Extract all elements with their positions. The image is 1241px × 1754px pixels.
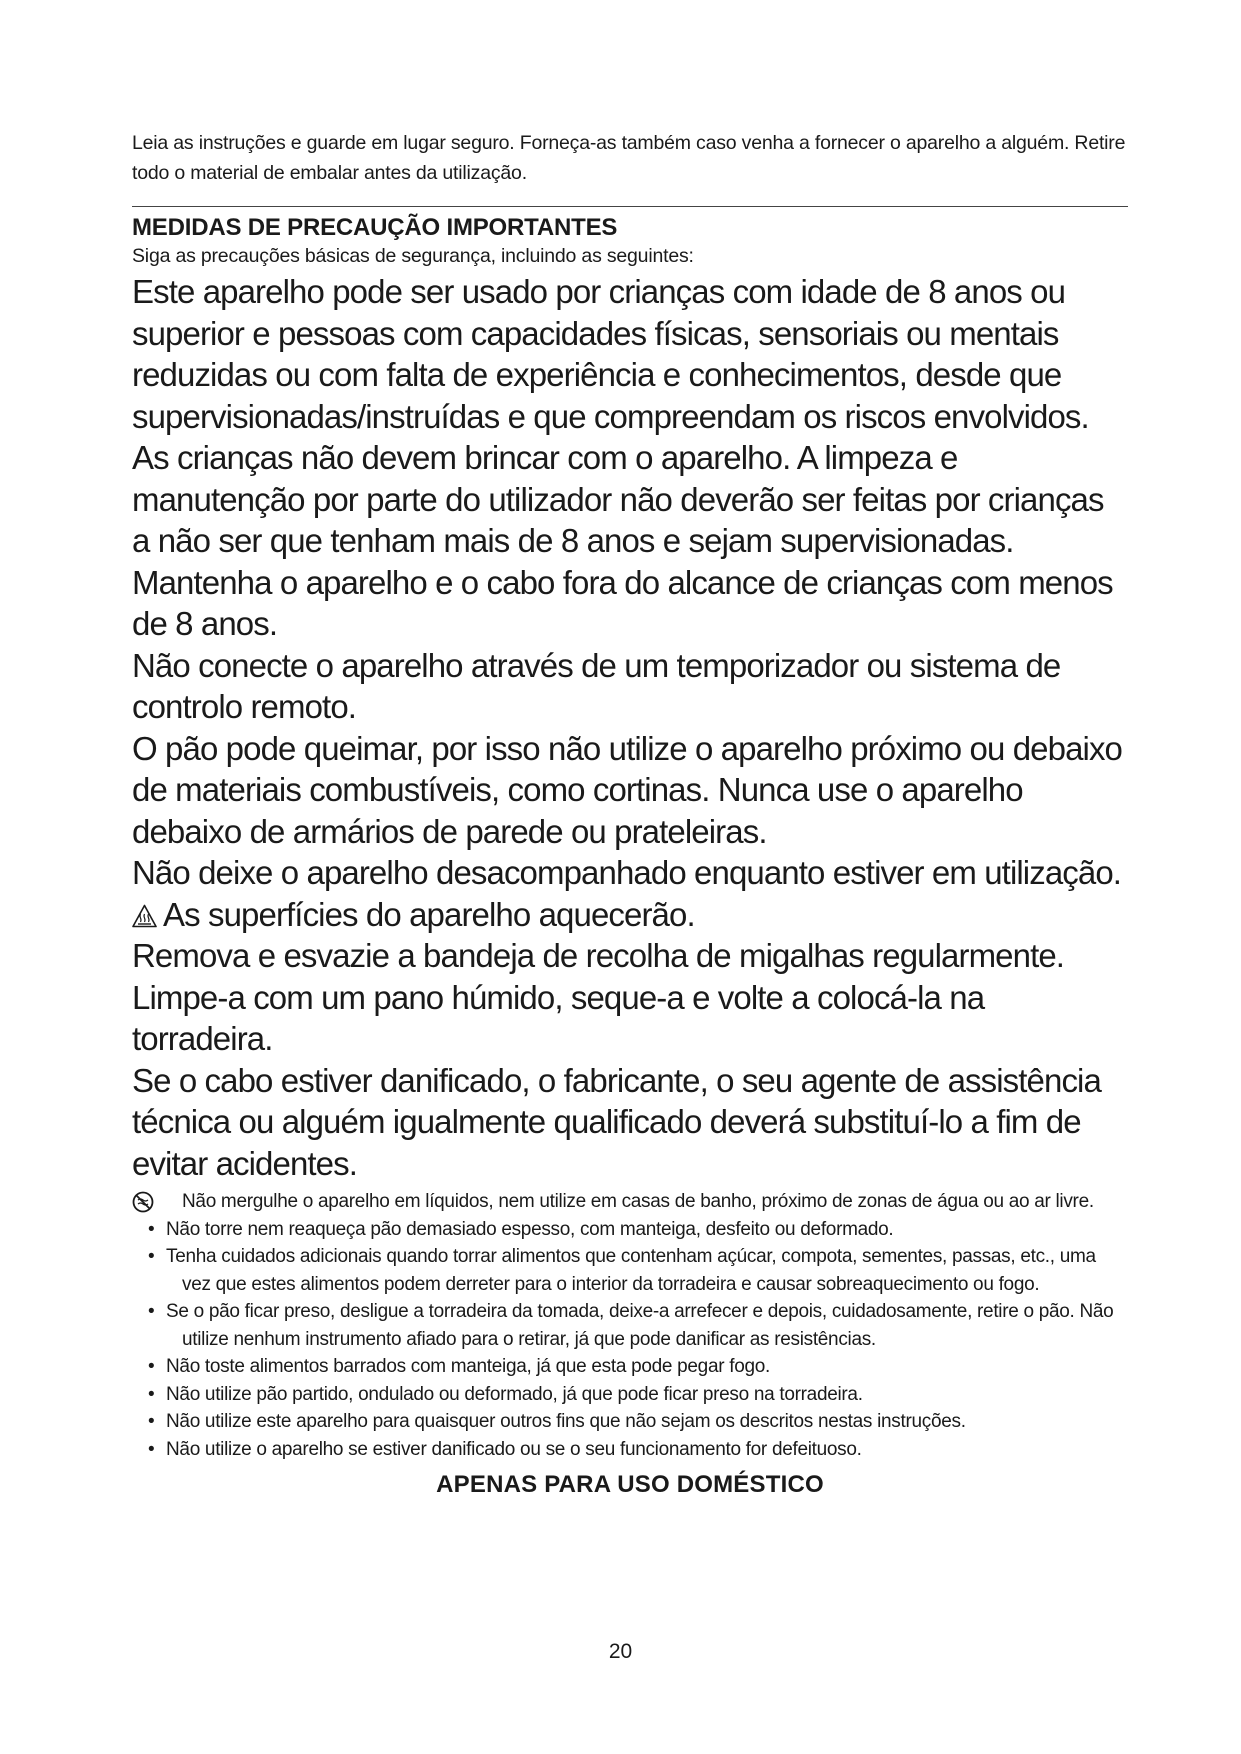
list-item: • Se o pão ficar preso, desligue a torradeira da tomada, deixe-a arrefecer e depois, cuidadosamente, retire o pão. Não utilize nenhum instrumento afiado para o retirar, já que pode danificar as resistências.: [132, 1298, 1128, 1353]
list-item: • Não utilize o aparelho se estiver danificado ou se o seu funcionamento for defeituoso.: [132, 1436, 1128, 1464]
no-immerse-line: [132, 1188, 1128, 1216]
warning-paragraph-timer: Não conecte o aparelho através de um temporizador ou sistema de controlo remoto.: [132, 646, 1061, 725]
list-item: • Não torre nem reaqueça pão demasiado espesso, com manteiga, desfeito ou deformado.: [132, 1216, 1128, 1244]
list-item: • Não utilize este aparelho para quaisquer outros fins que não sejam os descritos nestas instruções.: [132, 1408, 1128, 1436]
bullet-dot: •: [148, 1356, 155, 1377]
no-immerse-icon: [132, 1191, 154, 1213]
list-item: • Não utilize pão partido, ondulado ou deformado, já que pode ficar preso na torradeira.: [132, 1381, 1128, 1409]
intro-paragraph: Leia as instruções e guarde em lugar seguro. Forneça-as também caso venha a fornecer o aparelho a alguém. Retire todo o material de embalar antes da utilização.: [132, 132, 1126, 184]
warning-paragraph-combustible: O pão pode queimar, por isso não utilize o aparelho próximo ou debaixo de materiais combustíveis, como cortinas. Nunca use o aparelho debaixo de armários de parede ou prateleiras.: [132, 729, 1123, 850]
section-title: MEDIDAS DE PRECAUÇÃO IMPORTANTES: [132, 214, 618, 241]
bullet-dot: •: [148, 1246, 155, 1267]
hot-surface-warning-icon: [132, 904, 157, 928]
warning-paragraph-children: Este aparelho pode ser usado por crianças com idade de 8 anos ou superior e pessoas com capacidades físicas, sensoriais ou mentais reduzidas ou com falta de experiência e conhecimentos, desde que supervisionadas/instruídas e que compreendam os riscos envolvidos. As crianças não devem brincar com o aparelho. A limpeza e manutenção por parte do utilizador não deverão ser feitas por crianças a não ser que tenham mais de 8 anos e sejam supervisionadas. Mantenha o aparelho e o cabo fora do alcance de crianças com menos de 8 anos.: [132, 273, 1113, 642]
section-subtitle: Siga as precauções básicas de segurança, incluindo as seguintes:: [132, 245, 694, 267]
bullet-dot: •: [148, 1411, 155, 1432]
no-immerse-text: Não mergulhe o aparelho em líquidos, nem utilize em casas de banho, próximo de zonas de água ou ao ar livre.: [182, 1191, 1094, 1212]
bullet-dot: •: [148, 1438, 155, 1460]
hot-surface-line: [132, 894, 1128, 936]
bullet-list: [132, 1216, 1128, 1464]
list-item: • Tenha cuidados adicionais quando torrar alimentos que contenham açúcar, compota, sementes, passas, etc., uma vez que estes alimentos podem derreter para o interior da torradeira e causar sobreaquecimento ou fogo.: [132, 1243, 1128, 1298]
warning-paragraph-cord: Se o cabo estiver danificado, o fabricante, o seu agente de assistência técnica ou alguém igualmente qualificado deverá substituí-lo a fim de evitar acidentes.: [132, 1061, 1101, 1182]
warning-paragraph-crumb-tray: Remova e esvazie a bandeja de recolha de migalhas regularmente. Limpe-a com um pano húmido, seque-a e volte a colocá-la na torradeira.: [132, 937, 1065, 1057]
document-page: [132, 128, 1128, 1499]
bullet-dot: •: [148, 1218, 155, 1240]
bullet-dot: •: [148, 1383, 155, 1405]
page-number: 20: [608, 1640, 633, 1663]
section-divider: [132, 206, 1128, 207]
list-item: • Não toste alimentos barrados com manteiga, já que esta pode pegar fogo.: [132, 1353, 1128, 1381]
household-use-title: APENAS PARA USO DOMÉSTICO: [436, 1471, 824, 1498]
bullet-dot: •: [148, 1301, 155, 1322]
hot-surface-text: As superfícies do aparelho aquecerão.: [163, 895, 695, 933]
warning-paragraph-unattended: Não deixe o aparelho desacompanhado enquanto estiver em utilização.: [132, 854, 1122, 891]
